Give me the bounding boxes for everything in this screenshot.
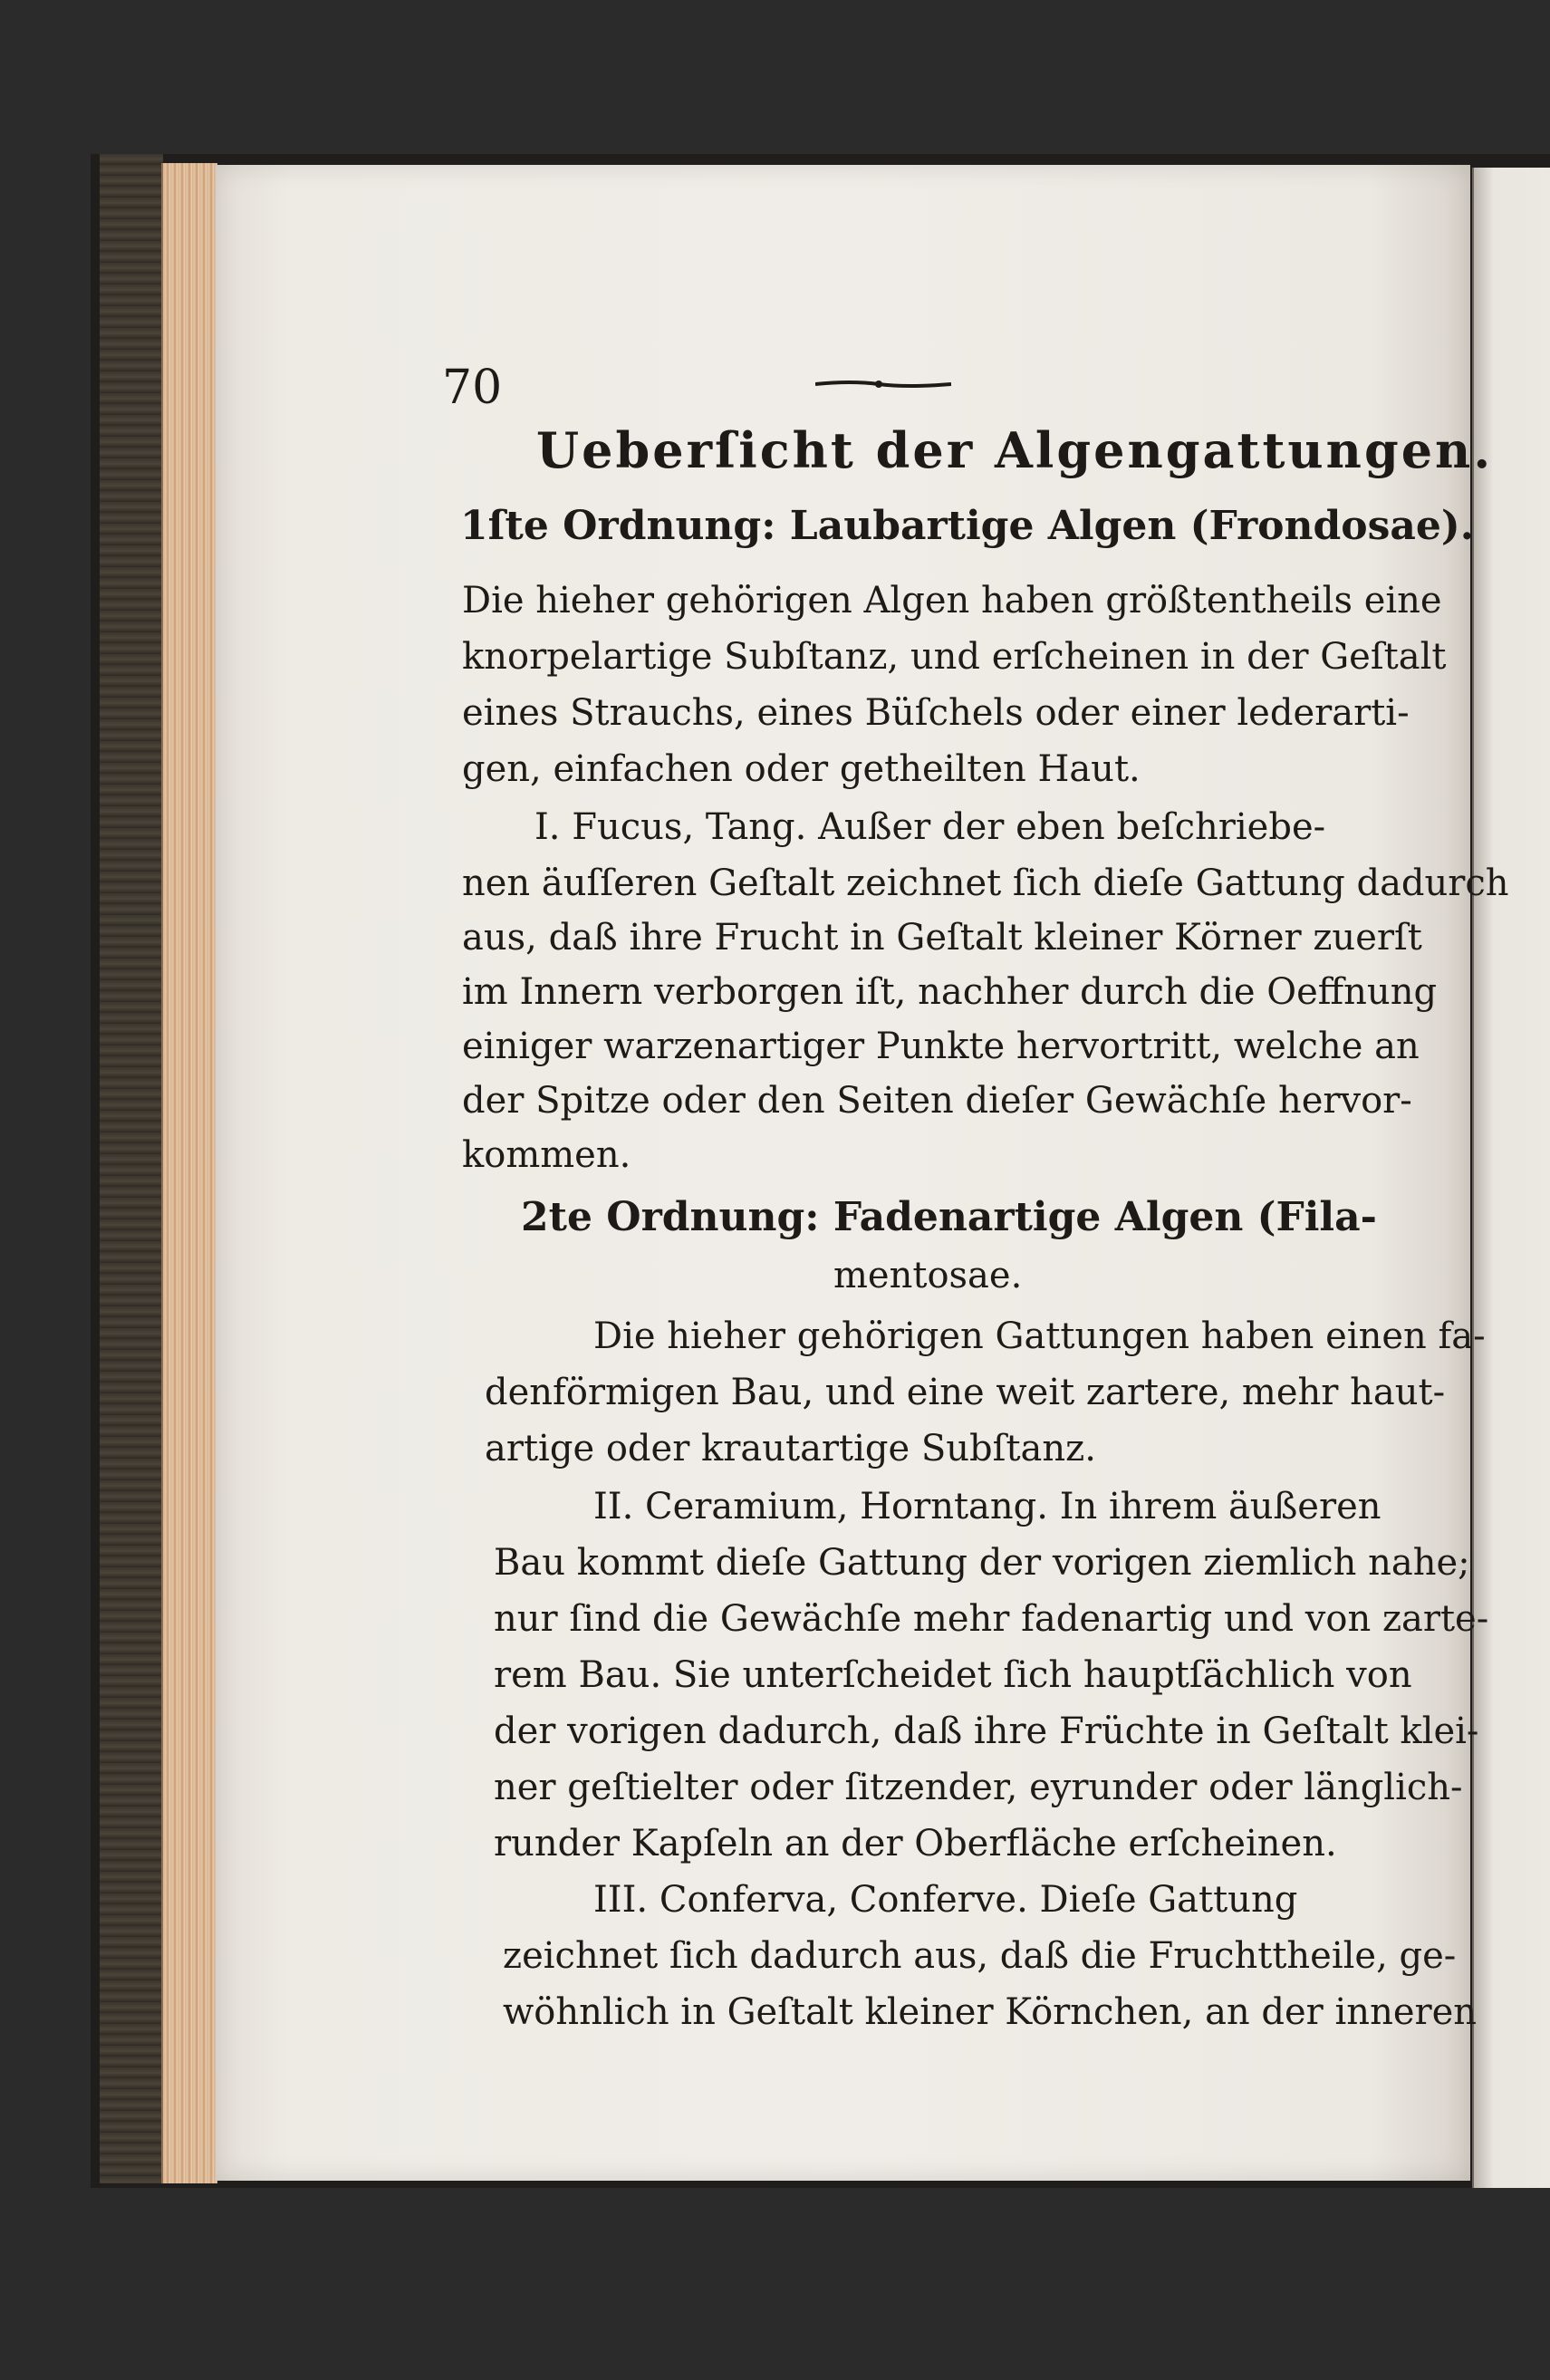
ornament-rule — [815, 379, 951, 390]
text-line: wöhnlich in Geſtalt kleiner Körnchen, an der inneren — [503, 1991, 1478, 2033]
text-line: III. Conferva, Conferve. Dieſe Gattung — [593, 1879, 1298, 1921]
text-line: artige oder krautartige Subſtanz. — [485, 1428, 1096, 1469]
text-line: aus, daß ihre Frucht in Geſtalt kleiner Körner zuerſt — [462, 917, 1422, 959]
text-line: Die hieher gehörigen Gattungen haben einen fa- — [593, 1315, 1486, 1357]
text-line: gen, einfachen oder getheilten Haut. — [462, 748, 1141, 790]
page-edges — [161, 163, 217, 2183]
order1-heading: 1ſte Ordnung: Laubartige Algen (Frondosae). — [460, 503, 1475, 549]
text-line: denförmigen Bau, und eine weit zartere, mehr haut- — [485, 1372, 1446, 1413]
order2-heading-continued: mentosae. — [833, 1255, 1023, 1296]
text-line: nur ſind die Gewächſe mehr fadenartig und von zarte- — [494, 1598, 1489, 1640]
text-line: runder Kapſeln an der Oberfläche erſcheinen. — [494, 1823, 1337, 1864]
text-line: II. Ceramium, Horntang. In ihrem äußeren — [593, 1486, 1382, 1527]
text-line: Bau kommt dieſe Gattung der vorigen ziemlich nahe; — [494, 1542, 1470, 1584]
text-line: Die hieher gehörigen Algen haben größtentheils eine — [462, 580, 1442, 621]
text-line: ner geſtielter oder ſitzender, eyrunder oder länglich- — [494, 1767, 1463, 1808]
text-line: I. Fucus, Tang. Außer der eben beſchriebe- — [534, 806, 1326, 848]
page-heading: Ueberſicht der Algengattungen. — [536, 421, 1494, 479]
text-line: zeichnet ſich dadurch aus, daß die Fruchttheile, ge- — [503, 1935, 1457, 1977]
text-line: der Spitze oder den Seiten dieſer Gewächſe hervor- — [462, 1080, 1412, 1122]
text-line: rem Bau. Sie unterſcheidet ſich hauptſächlich von — [494, 1654, 1412, 1696]
page-number: 70 — [442, 361, 503, 415]
text-line: einiger warzenartiger Punkte hervortritt, welche an — [462, 1026, 1420, 1067]
text-line: im Innern verborgen iſt, nachher durch die Oeffnung — [462, 971, 1438, 1013]
book-spine — [100, 154, 163, 2183]
text-line: nen äuſſeren Geſtalt zeichnet ſich dieſe Gattung dadurch — [462, 862, 1509, 904]
text-line: kommen. — [462, 1134, 631, 1176]
text-line: eines Strauchs, eines Büſchels oder einer lederarti- — [462, 692, 1410, 734]
text-line: der vorigen dadurch, daß ihre Früchte in Geſtalt klei- — [494, 1710, 1479, 1752]
text-line: knorpelartige Subſtanz, und erſcheinen in der Geſtalt — [462, 636, 1447, 678]
order2-heading: 2te Ordnung: Fadenartige Algen (Fila- — [521, 1194, 1377, 1240]
